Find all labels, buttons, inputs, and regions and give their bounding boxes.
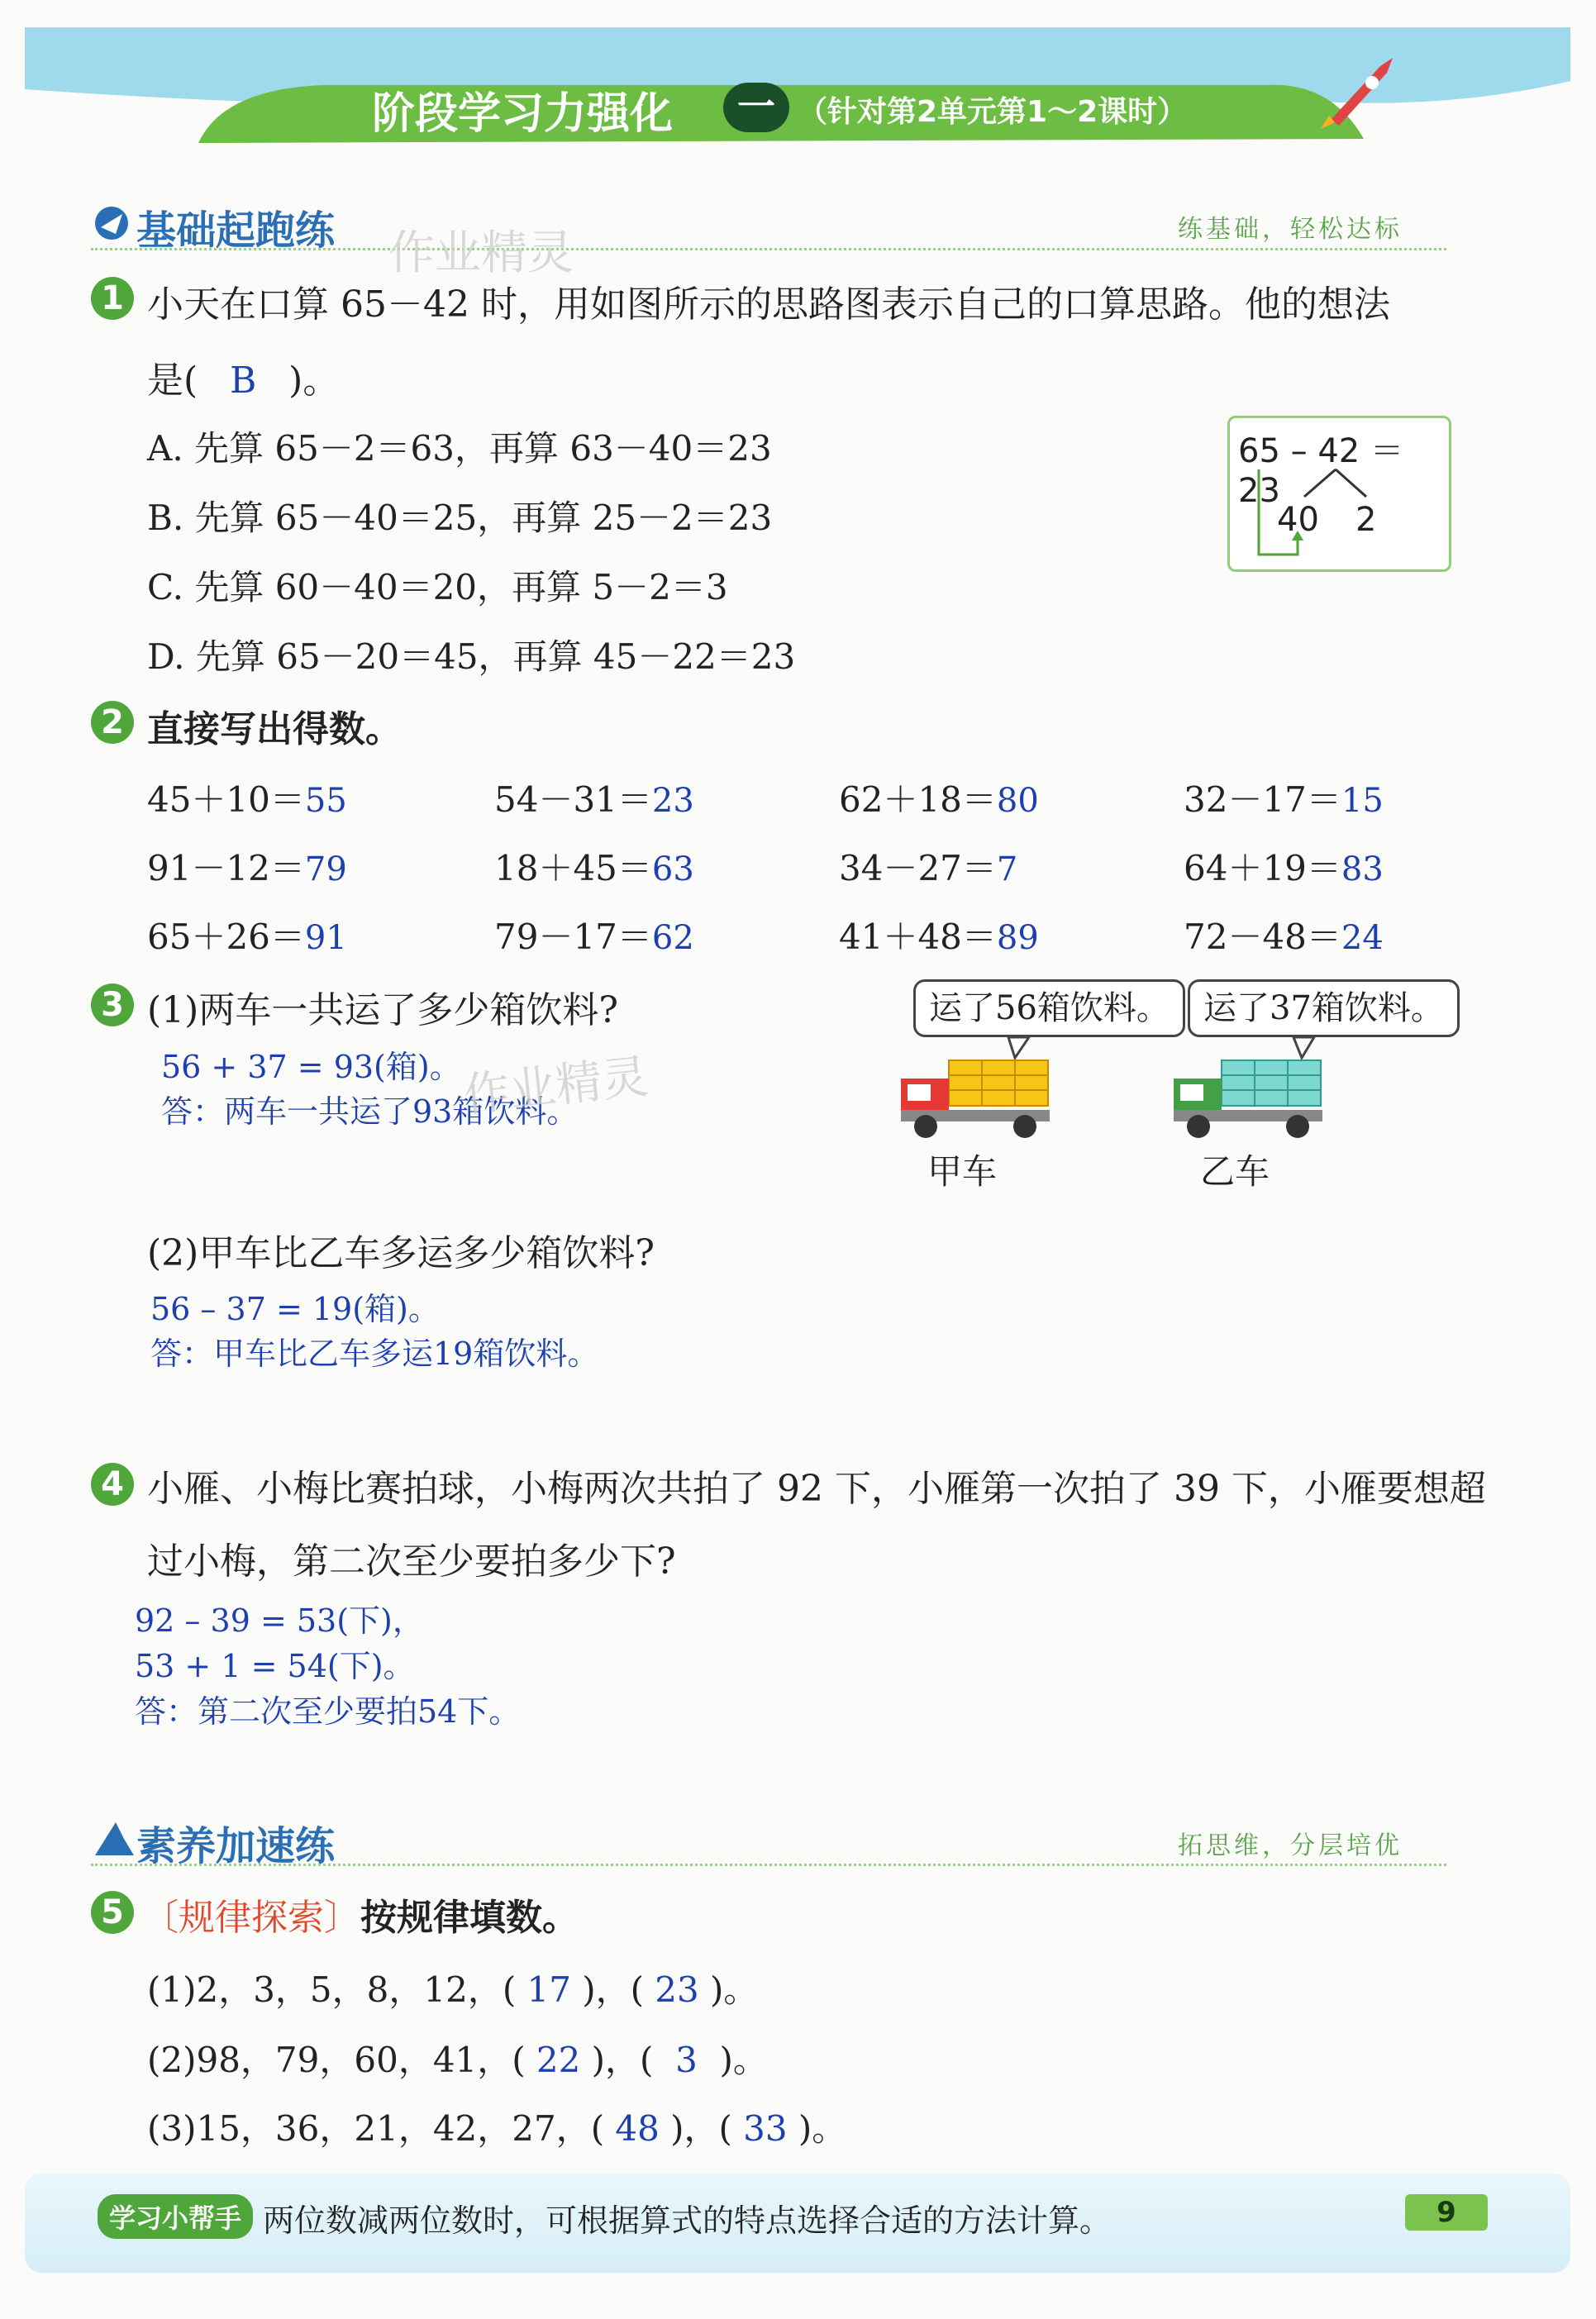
diagram-equation: 65 – 42 ＝ 23 (1238, 432, 1403, 510)
question-2-number: 2 (91, 701, 134, 744)
section1-icon (91, 202, 132, 244)
section2-icon (91, 1818, 136, 1859)
calc-item: 91－12＝79 (147, 848, 347, 888)
question-1-option-b: B. 先算 65－40＝25，再算 25－2＝23 (147, 498, 773, 538)
question-1-option-d: D. 先算 65－20＝45，再算 45－22＝23 (147, 636, 796, 677)
header-title: 阶段学习力强化 (372, 89, 674, 139)
calc-item: 54－31＝23 (494, 779, 694, 820)
truck-1-image (893, 1037, 1050, 1145)
calc-item: 64＋19＝83 (1184, 848, 1384, 888)
question-4-line2: 过小梅，第二次至少要拍多少下? (147, 1540, 676, 1583)
question-2-title: 直接写出得数。 (147, 708, 402, 750)
speech-bubble-truck1: 运了56箱饮料。 (913, 979, 1185, 1037)
question-1-answer: B (230, 360, 257, 402)
question-1-number: 1 (91, 277, 134, 320)
watermark: 作业精灵 (460, 1050, 651, 1123)
question-3-part2: (2)甲车比乙车多运多少箱饮料? (147, 1232, 655, 1274)
question-4-line1: 小雁、小梅比赛拍球，小梅两次共拍了 92 下，小雁第一次拍了 39 下，小雁要想超 (147, 1468, 1486, 1510)
speech-bubble-truck2: 运了37箱饮料。 (1188, 979, 1460, 1037)
question-4-number: 4 (91, 1463, 134, 1506)
section2-title: 素养加速练 (136, 1823, 336, 1869)
diagram-right: 2 (1355, 501, 1377, 539)
question-1-text-line2: 是( B )。 (147, 360, 340, 402)
question-3-number: 3 (91, 983, 134, 1026)
truck-1-label: 甲车 (927, 1151, 998, 1192)
thinking-diagram (1227, 416, 1451, 572)
calc-item: 62＋18＝80 (839, 779, 1039, 820)
header-subtitle: （针对第2单元第1～2课时） (798, 95, 1188, 129)
question-1-text-line1: 小天在口算 65－42 时，用如图所示的思路图表示自己的口算思路。他的想法 (147, 283, 1390, 326)
calc-item: 65＋26＝91 (147, 917, 347, 957)
section2-tagline: 拓思维，分层培优 (1178, 1831, 1403, 1860)
question-5-heading (142, 1888, 579, 1940)
section1-underline (91, 248, 1446, 250)
calc-item: 45＋10＝55 (147, 779, 347, 820)
calc-item: 79－17＝62 (494, 917, 694, 957)
calc-item: 18＋45＝63 (494, 848, 694, 888)
calc-item: 72－48＝24 (1184, 917, 1384, 957)
calc-item: 32－17＝15 (1184, 779, 1384, 820)
sequence-row-3: (3)15，36，21，42，27，( 48 )，( 33 )。 (147, 2108, 847, 2149)
sequence-row-1: (1)2，3，5，8，12，( 17 )，( 23 )。 (147, 1969, 759, 2010)
truck-2-label: 乙车 (1200, 1151, 1270, 1192)
question-5-tag: 〔规律探索〕 (142, 1897, 360, 1939)
calc-item: 41＋48＝89 (839, 917, 1039, 957)
question-3-part1-calc: 56 + 37 = 93(箱)。 (161, 1049, 461, 1085)
question-1-option-c: C. 先算 60－40＝20，再算 5－2＝3 (147, 567, 728, 607)
diagram-left: 40 (1277, 501, 1319, 539)
question-1-option-a: A. 先算 65－2＝63，再算 63－40＝23 (147, 428, 772, 469)
question-5-title: 按规律填数。 (360, 1897, 579, 1939)
question-4-calc1: 92 – 39 = 53(下)， (135, 1602, 424, 1639)
sequence-row-2: (2)98，79，60，41，( 22 )，( 3 )。 (147, 2040, 768, 2080)
question-4-calc2: 53 + 1 = 54(下)。 (135, 1648, 415, 1684)
footer-tip: 两位数减两位数时，可根据算式的特点选择合适的方法计算。 (263, 2202, 1112, 2239)
question-5-number: 5 (91, 1891, 134, 1934)
page-number: 9 (1405, 2194, 1488, 2231)
watermark: 作业精灵 (388, 226, 574, 280)
question-4-answer: 答：第二次至少要拍54下。 (135, 1693, 521, 1730)
truck-2-image (1165, 1037, 1322, 1145)
section1-tagline: 练基础，轻松达标 (1178, 215, 1403, 244)
section1-title: 基础起跑练 (136, 207, 336, 254)
calc-item: 34－27＝7 (839, 848, 1018, 888)
helper-label: 学习小帮手 (98, 2194, 253, 2239)
question-3-part1-answer: 答：两车一共运了93箱饮料。 (161, 1093, 579, 1130)
question-3-part2-answer: 答：甲车比乙车多运19箱饮料。 (150, 1336, 599, 1372)
section2-underline (91, 1864, 1446, 1866)
diagram-lines (1230, 418, 1449, 569)
question-3-part2-calc: 56 – 37 = 19(箱)。 (150, 1291, 440, 1327)
question-3-part1: (1)两车一共运了多少箱饮料? (147, 989, 618, 1031)
header-badge: 一 (723, 83, 789, 132)
rocket-icon (1314, 50, 1405, 132)
